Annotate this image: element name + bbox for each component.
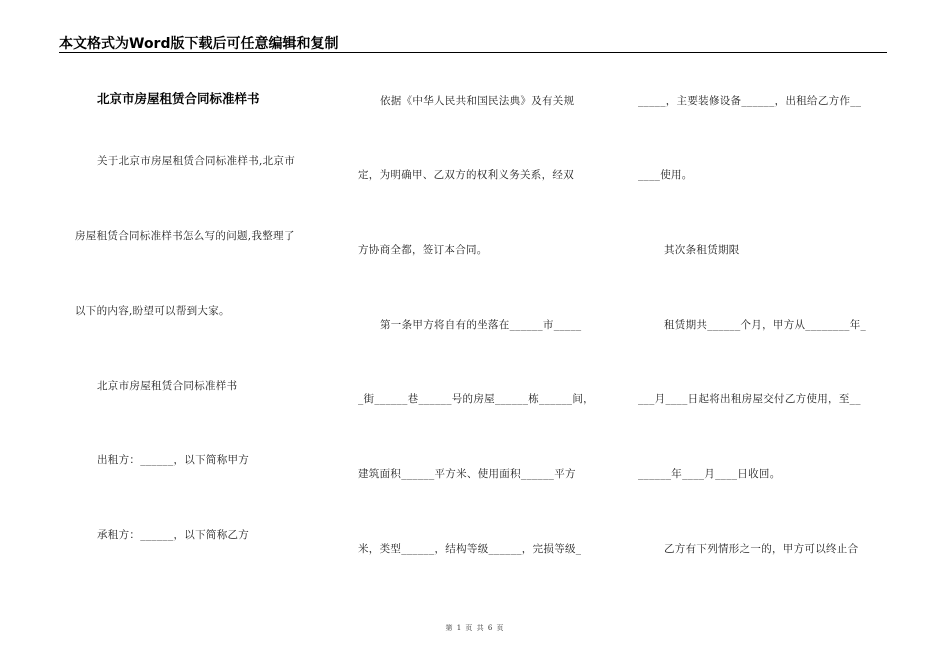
paragraph-line: 方协商全都，签订本合同。 xyxy=(358,244,488,256)
section-heading: 其次条租赁期限 xyxy=(664,244,740,256)
paragraph-line: 北京市房屋租赁合同标准样书 xyxy=(97,380,238,392)
paragraph-line: 米，类型______，结构等级______，完损等级_ xyxy=(358,543,582,555)
paragraph-line: 房屋租赁合同标准样书怎么写的问题,我整理了 xyxy=(75,230,295,242)
paragraph-line: 租赁期共______个月，甲方从________年_ xyxy=(664,319,867,331)
column-3 xyxy=(638,0,888,600)
paragraph-line: _街______巷______号的房屋______栋______间， xyxy=(358,393,594,405)
paragraph-line: 定，为明确甲、乙双方的权利义务关系，经双 xyxy=(358,169,574,181)
document-title: 北京市房屋租赁合同标准样书 xyxy=(97,91,260,106)
paragraph-line: 承租方：______，以下简称乙方 xyxy=(97,529,250,541)
paragraph-line: 乙方有下列情形之一的，甲方可以终止合 xyxy=(664,543,859,555)
header-title: 本文格式为Word版下载后可任意编辑和复制 xyxy=(59,36,339,52)
paragraph-line: ______年____月____日收回。 xyxy=(638,468,781,480)
paragraph-line: ____使用。 xyxy=(638,169,693,181)
paragraph-line: ___月____日起将出租房屋交付乙方使用，至__ xyxy=(638,393,861,405)
paragraph-line: 出租方：______，以下简称甲方 xyxy=(97,454,250,466)
page-number: 第 1 页 共 6 页 xyxy=(445,624,505,632)
paragraph-line: 建筑面积______平方米、使用面积______平方 xyxy=(358,468,576,480)
paragraph-line: 关于北京市房屋租赁合同标准样书,北京市 xyxy=(97,155,296,167)
paragraph-line: 第一条甲方将自有的坐落在______市_____ xyxy=(380,319,582,331)
column-1 xyxy=(75,0,325,600)
paragraph-line: 以下的内容,盼望可以帮到大家。 xyxy=(75,305,230,317)
column-2 xyxy=(358,0,613,600)
paragraph-line: _____，主要装修设备______，出租给乙方作__ xyxy=(638,95,862,107)
paragraph-line: 依据《中华人民共和国民法典》及有关规 xyxy=(380,95,575,107)
